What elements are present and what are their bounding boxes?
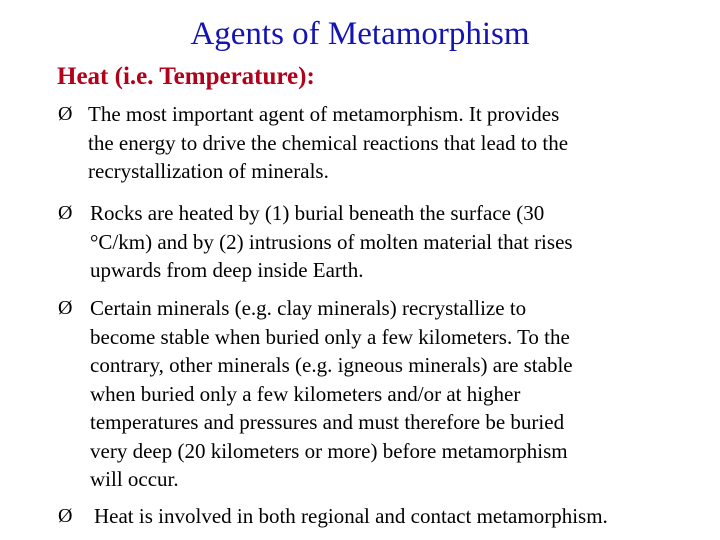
bullet-line: °C/km) and by (2) intrusions of molten material that rises: [90, 229, 573, 254]
bullet-line: Certain minerals (e.g. clay minerals) recrystallize to: [90, 296, 527, 320]
bullet-line: the energy to drive the chemical reactions that lead to the: [88, 130, 569, 155]
arrow-bullet-icon: Ø: [58, 202, 73, 224]
bullet-line: will occur.: [90, 467, 179, 491]
arrow-bullet-icon: Ø: [58, 297, 73, 319]
bullet-item: [58, 502, 698, 531]
section-heading: Heat (i.e. Temperature):: [57, 63, 315, 90]
bullet-item: [58, 294, 658, 494]
slide-title: Agents of Metamorphism: [190, 16, 530, 52]
arrow-bullet-icon: Ø: [58, 103, 73, 125]
bullet-line: very deep (20 kilometers or more) before metamorphism: [90, 438, 568, 463]
bullet-line: when buried only a few kilometers and/or at higher: [90, 381, 521, 406]
bullet-line: temperatures and pressures and must therefore be buried: [90, 410, 565, 434]
bullet-line: become stable when buried only a few kilometers. To the: [90, 324, 570, 349]
arrow-bullet-icon: Ø: [58, 505, 73, 527]
bullet-item: [58, 100, 658, 186]
bullet-line: Heat is involved in both regional and contact metamorphism.: [94, 504, 608, 528]
bullet-line: upwards from deep inside Earth.: [90, 258, 364, 282]
bullet-line: recrystallization of minerals.: [88, 159, 329, 183]
bullet-line: Rocks are heated by (1) burial beneath the surface (30: [90, 201, 545, 225]
bullet-item: [58, 199, 658, 285]
bullet-line: contrary, other minerals (e.g. igneous minerals) are stable: [90, 353, 573, 377]
bullet-line: The most important agent of metamorphism. It provides: [88, 102, 560, 126]
